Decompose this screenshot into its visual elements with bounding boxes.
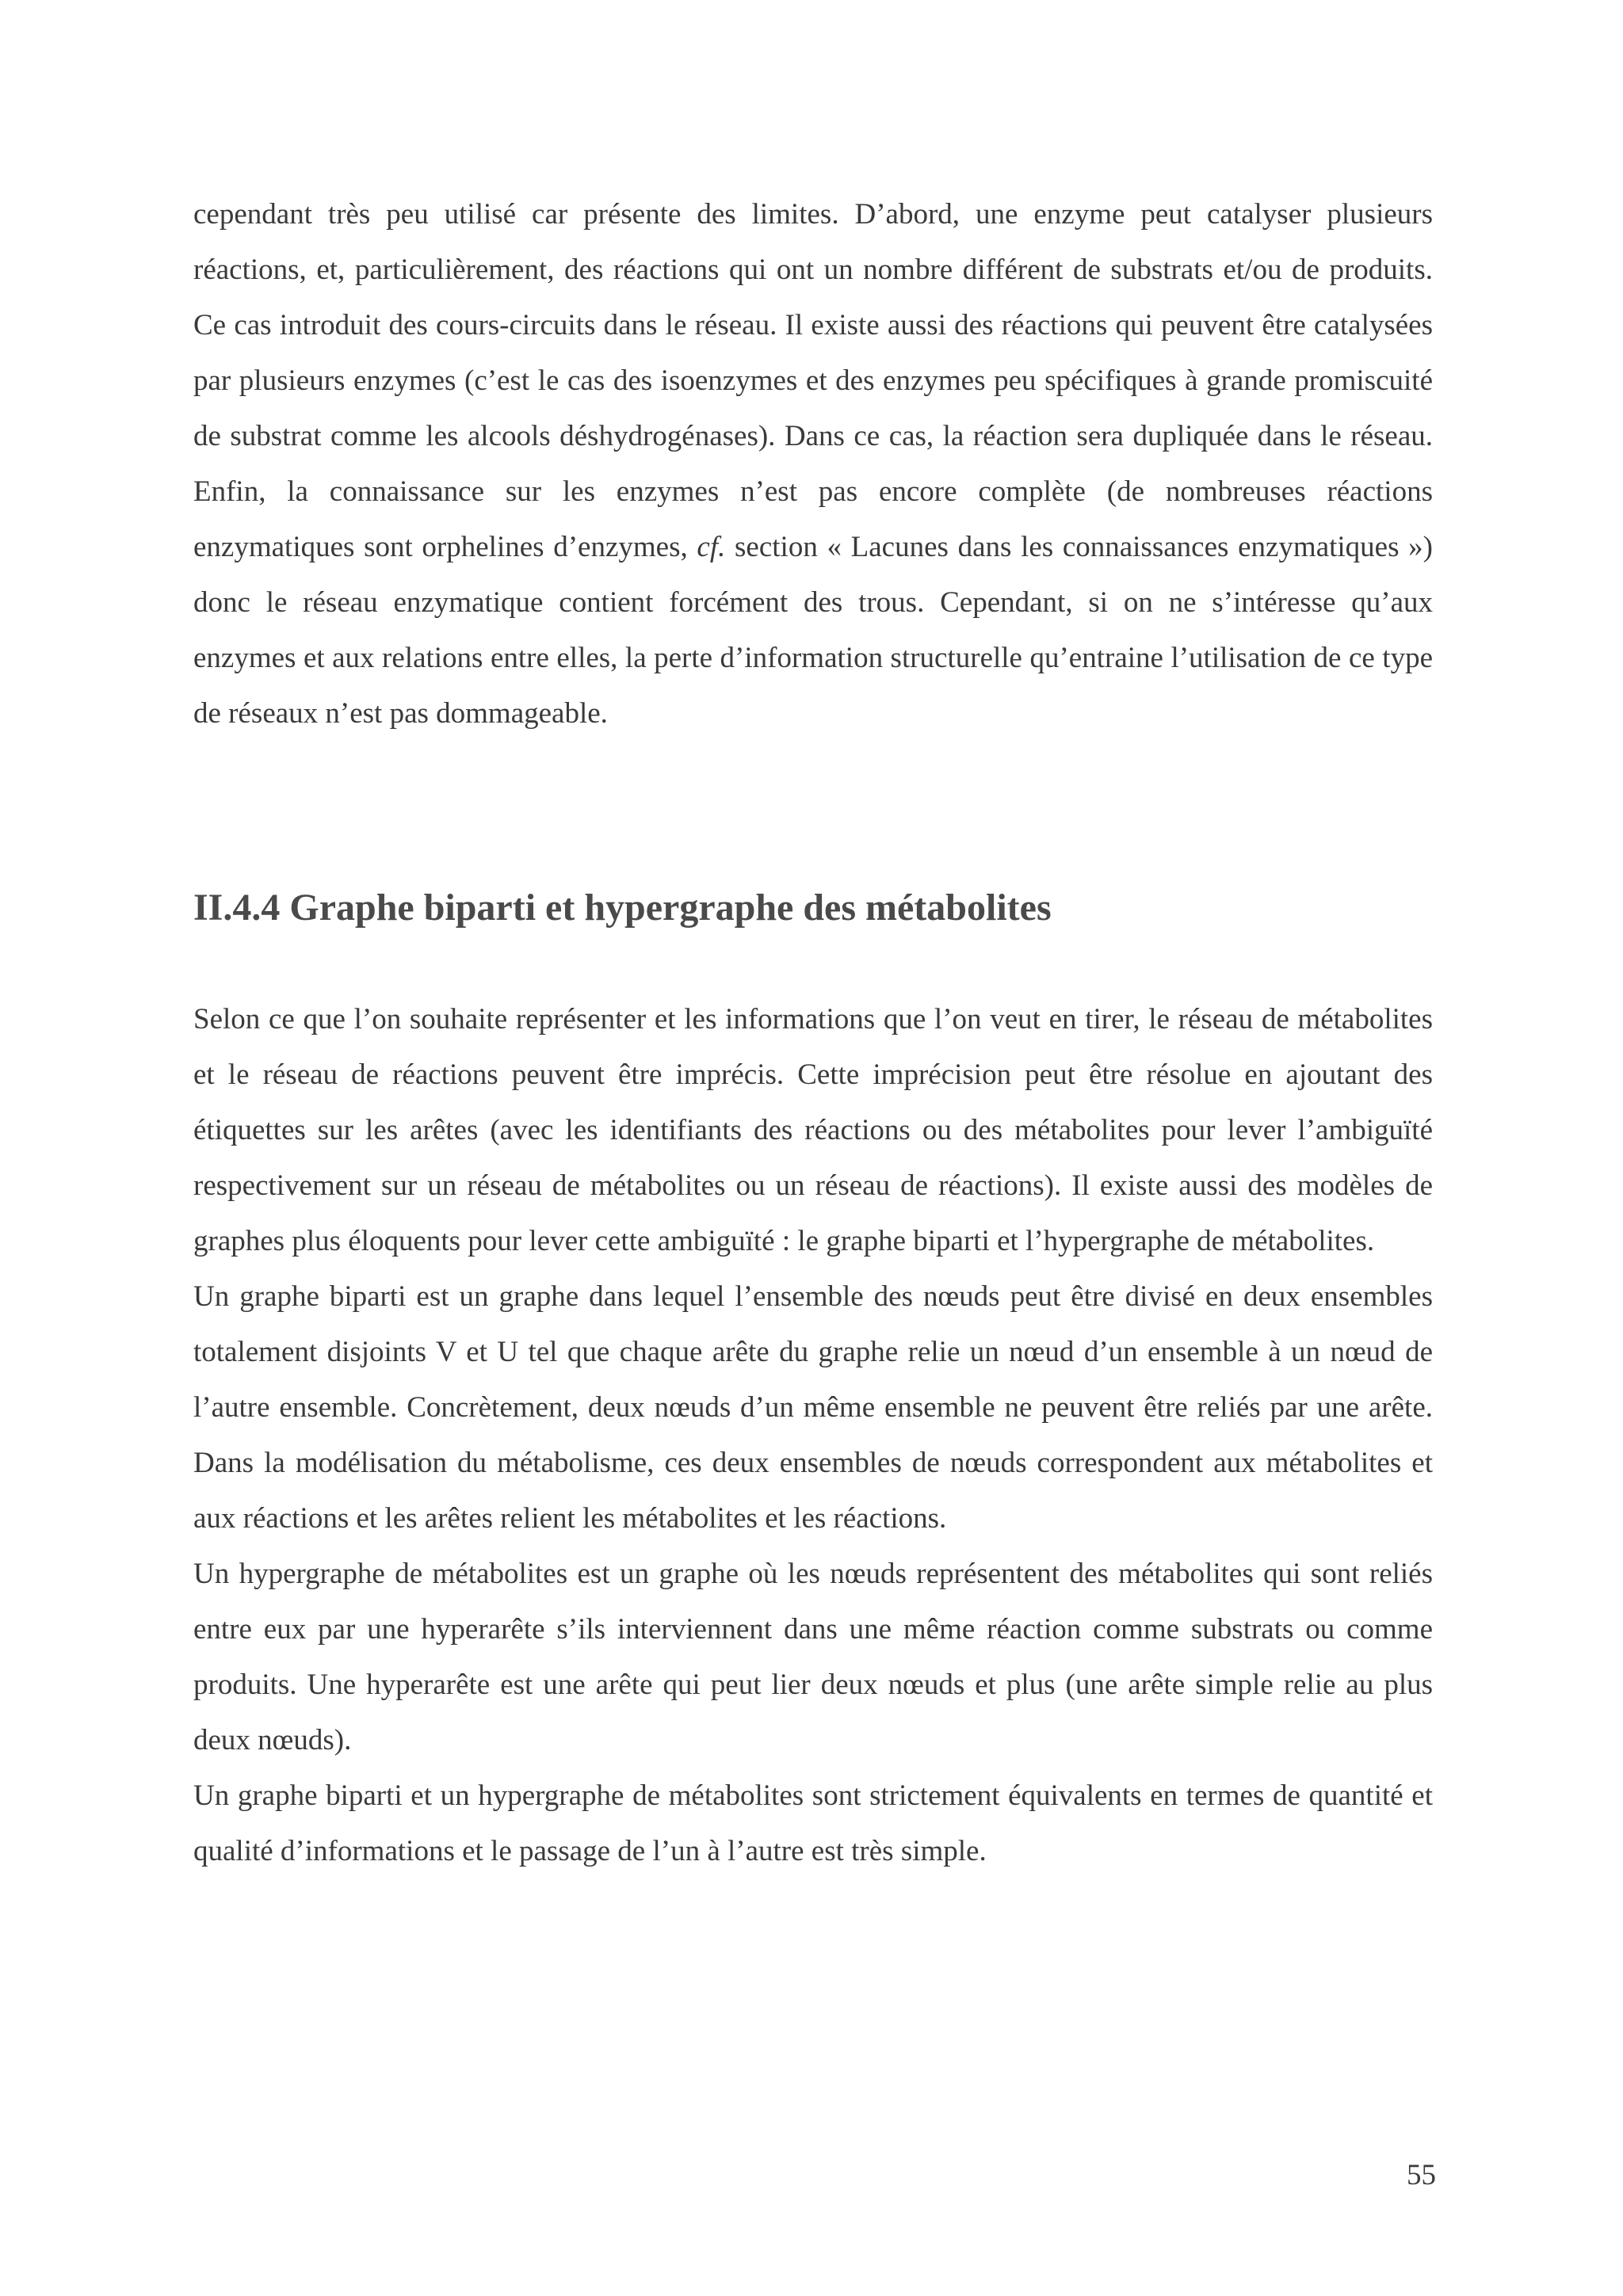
intro-text-part2: section « Lacunes dans les connaissances enzymatiques ») donc le réseau enzymatique contient forcément des trous. Cependant, si on ne s’intéresse qu’aux enzymes et aux relations entre elles, la perte d’information structurelle qu’entraine l’utilisation de ce type de réseaux n’est pas dommageable. <box>193 531 1433 730</box>
section-heading: II.4.4 Graphe biparti et hypergraphe des métabolites <box>193 887 1052 929</box>
section-paragraph-4: Un graphe biparti et un hypergraphe de métabolites sont strictement équivalents en termes de quantité et qualité d’informations et le passage de l’un à l’autre est très simple. <box>193 1779 1433 1867</box>
intro-paragraph <box>193 187 1433 742</box>
page-number: 55 <box>1407 2159 1436 2191</box>
intro-text-part1: cependant très peu utilisé car présente des limites. D’abord, une enzyme peut catalyser plusieurs réactions, et, particulièrement, des réactions qui ont un nombre différent de substrats et/ou de produits. Ce cas introduit des cours-circuits dans le réseau. Il existe aussi des réactions qui peuvent être catalysées par plusieurs enzymes (c’est le cas des isoenzymes et des enzymes peu spécifiques à grande promiscuité de substrat comme les alcools déshydrogénases). Dans ce cas, la réaction sera dupliquée dans le réseau. Enfin, la connaissance sur les enzymes n’est pas encore complète (de nombreuses réactions enzymatiques sont orphelines d’enzymes, <box>193 198 1433 563</box>
cf-abbreviation: cf. <box>697 531 726 563</box>
section-body <box>193 992 1433 1879</box>
section-paragraph-2: Un graphe biparti est un graphe dans lequel l’ensemble des nœuds peut être divisé en deux ensembles totalement disjoints V et U tel que chaque arête du graphe relie un nœud d’un ensemble à un nœud de l’autre ensemble. Concrètement, deux nœuds d’un même ensemble ne peuvent être reliés par une arête. Dans la modélisation du métabolisme, ces deux ensembles de nœuds correspondent aux métabolites et aux réactions et les arêtes relient les métabolites et les réactions. <box>193 1280 1433 1535</box>
section-paragraph-3: Un hypergraphe de métabolites est un graphe où les nœuds représentent des métabolites qui sont reliés entre eux par une hyperarête s’ils interviennent dans une même réaction comme substrats ou comme produits. Une hyperarête est une arête qui peut lier deux nœuds et plus (une arête simple relie au plus deux nœuds). <box>193 1558 1433 1756</box>
section-paragraph-1: Selon ce que l’on souhaite représenter et les informations que l’on veut en tirer, le réseau de métabolites et le réseau de réactions peuvent être imprécis. Cette imprécision peut être résolue en ajoutant des étiquettes sur les arêtes (avec les identifiants des réactions ou des métabolites pour lever l’ambiguïté respectivement sur un réseau de métabolites ou un réseau de réactions). Il existe aussi des modèles de graphes plus éloquents pour lever cette ambiguïté : le graphe biparti et l’hypergraphe de métabolites. <box>193 1003 1433 1257</box>
